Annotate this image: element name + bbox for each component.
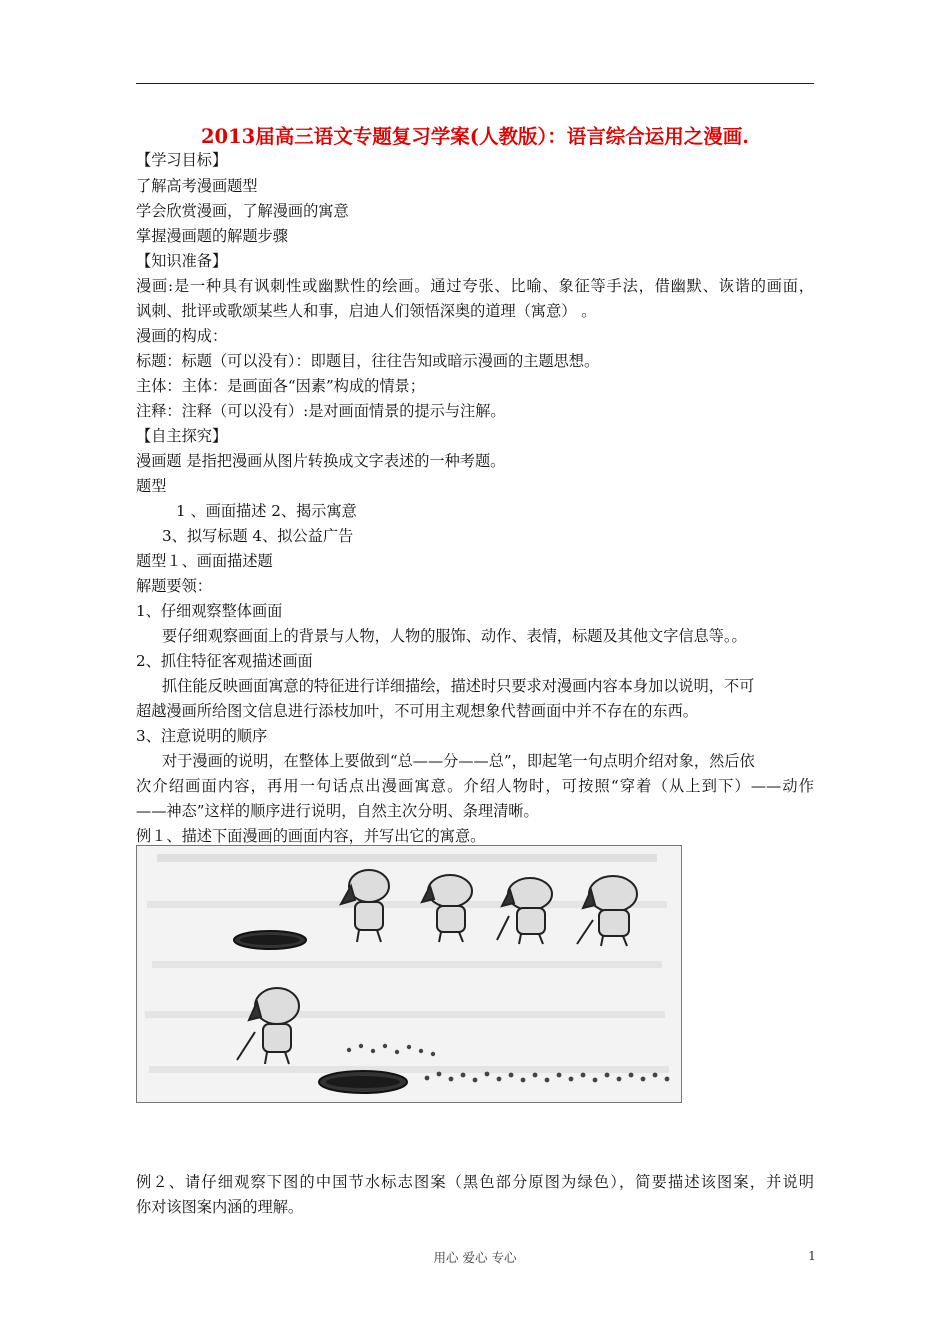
comic-image	[136, 845, 682, 1103]
text-line: 2、抓住特征客观描述画面	[136, 652, 313, 670]
text-line: 漫画的构成：	[136, 327, 228, 345]
text-line: 掌握漫画题的解题步骤	[136, 227, 288, 245]
text-line: 超越漫画所给图文信息进行添枝加叶，不可用主观想象代替画面中并不存在的东西。	[136, 702, 698, 720]
text-line: 对于漫画的说明，在整体上要做到“总——分——总”，即起笔一句点明介绍对象，然后依	[162, 752, 755, 770]
text-line: ——神态”这样的顺序进行说明，自然主次分明、条理清晰。	[136, 802, 539, 820]
text-line: 题型	[136, 477, 167, 495]
text-line: 1 、画面描述 2、揭示寓意	[176, 502, 357, 520]
text-line: 了解高考漫画题型	[136, 177, 258, 195]
text-line: 学会欣赏漫画，了解漫画的寓意	[136, 202, 349, 220]
text-line: 讽刺、批评或歌颂某些人和事，启迪人们领悟深奥的道理（寓意） 。	[136, 302, 597, 320]
text-line: 漫画:是一种具有讽刺性或幽默性的绘画。通过夸张、比喻、象征等手法，借幽默、诙谐的画面，	[136, 277, 814, 295]
text-line: 抓住能反映画面寓意的特征进行详细描绘，描述时只要求对漫画内容本身加以说明，不可	[162, 677, 755, 695]
text-line: 标题：标题（可以没有）：即题目，往往告知或暗示漫画的主题思想。	[136, 352, 600, 370]
text-line: 题型１、画面描述题	[136, 552, 273, 570]
text-line: 要仔细观察画面上的背景与人物，人物的服饰、动作、表情，标题及其他文字信息等。。	[162, 627, 747, 645]
page-footer: 用心 爱心 专心	[433, 1250, 517, 1265]
section-heading-goals: 【学习目标】	[136, 151, 228, 169]
text-line: 注释：注释（可以没有）:是对画面情景的提示与注解。	[136, 402, 506, 420]
section-heading-explore: 【自主探究】	[136, 427, 228, 445]
page-number: 1	[808, 1248, 816, 1263]
text-line: 例１、描述下面漫画的画面内容，并写出它的寓意。	[136, 827, 486, 845]
header-rule	[136, 83, 814, 84]
example2-line: 你对该图案内涵的理解。	[136, 1198, 304, 1216]
text-line: 次介绍画面内容，再用一句话点出漫画寓意。介绍人物时，可按照“穿着（从上到下）——动作	[136, 777, 814, 795]
text-line: 漫画题 是指把漫画从图片转换成文字表述的一种考题。	[136, 452, 506, 470]
text-line: 3、注意说明的顺序	[136, 727, 268, 745]
text-line: 3、拟写标题 4、拟公益广告	[162, 527, 354, 545]
text-line: 解题要领：	[136, 577, 212, 595]
comic-illustration	[137, 846, 682, 1103]
section-heading-knowledge: 【知识准备】	[136, 252, 228, 270]
text-line: 1、仔细观察整体画面	[136, 602, 283, 620]
document-title: 2013届高三语文专题复习学案(人教版）：语言综合运用之漫画.	[200, 125, 750, 148]
example2-line: 例２、请仔细观察下图的中国节水标志图案（黑色部分原图为绿色），简要描述该图案，并说明	[136, 1173, 814, 1191]
text-line: 主体：主体：是画面各“因素”构成的情景；	[136, 377, 425, 395]
